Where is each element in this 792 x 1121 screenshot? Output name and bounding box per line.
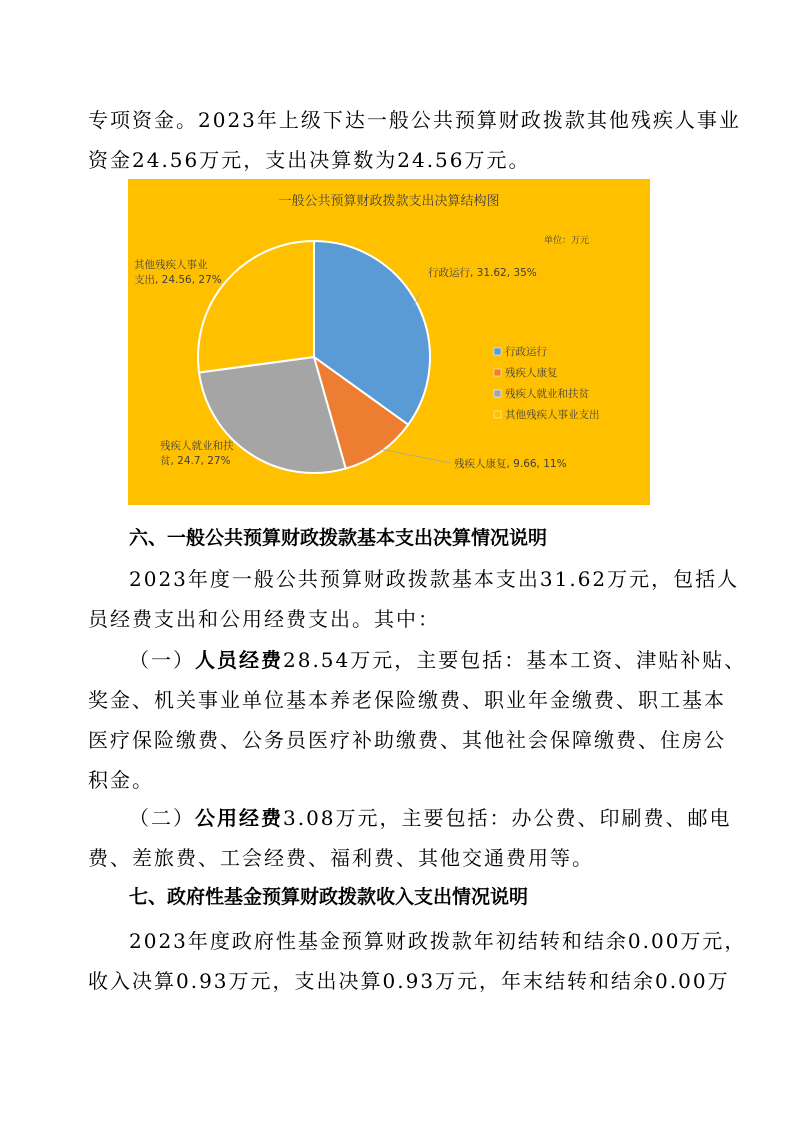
legend-swatch	[494, 348, 501, 355]
legend-swatch	[494, 369, 501, 376]
data-label: 残疾人康复, 9.66, 11%	[454, 458, 567, 470]
paragraph-line	[88, 806, 732, 830]
data-label: 行政运行, 31.62, 35%	[428, 267, 537, 279]
list-marker: （一）	[129, 648, 195, 672]
indented-text: 2023年度政府性基金预算财政拨款年初结转和结余0.00万元，	[129, 929, 747, 953]
data-label: 贫, 24.7, 27%	[160, 455, 231, 467]
legend-label: 残疾人就业和扶贫	[505, 388, 589, 400]
paragraph-line	[88, 567, 740, 591]
paragraph-line: 员经费支出和公用经费支出。其中：	[88, 607, 440, 631]
paragraph-line: 积金。	[88, 768, 154, 792]
personnel-label: 人员经费	[195, 648, 283, 672]
paragraph-line: 医疗保险缴费、公务员医疗补助缴费、其他社会保障缴费、住房公	[88, 728, 726, 752]
section-heading: 六、一般公共预算财政拨款基本支出决算情况说明	[129, 527, 548, 549]
list-marker: （二）	[129, 806, 195, 830]
data-label: 其他残疾人事业	[134, 259, 208, 271]
indented-text: 2023年度一般公共预算财政拨款基本支出31.62万元，包括人	[129, 567, 740, 591]
data-label: 支出, 24.56, 27%	[134, 274, 222, 286]
paragraph-line: 奖金、机关事业单位基本养老保险缴费、职业年金缴费、职工基本	[88, 688, 726, 712]
paragraph-line	[88, 929, 747, 953]
chart-title: 一般公共预算财政拨款支出决算结构图	[278, 194, 500, 209]
legend-label: 残疾人康复	[505, 367, 558, 379]
legend-label: 其他残疾人事业支出	[505, 409, 600, 421]
paragraph-line: 专项资金。2023年上级下达一般公共预算财政拨款其他残疾人事业	[88, 108, 741, 132]
paragraph-line: 资金24.56万元，支出决算数为24.56万元。	[88, 148, 531, 172]
leader-line	[378, 449, 450, 463]
paragraph-line: 收入决算0.93万元，支出决算0.93万元，年末结转和结余0.00万	[88, 969, 730, 993]
paragraph-line	[88, 648, 747, 672]
legend-swatch	[494, 411, 501, 418]
pie-slice	[198, 241, 314, 372]
chart-unit-label: 单位：万元	[544, 236, 590, 246]
pie-chart	[128, 179, 650, 505]
section-heading: 七、政府性基金预算财政拨款收入支出情况说明	[129, 886, 529, 908]
paragraph-text: 28.54万元，主要包括：基本工资、津贴补贴、	[283, 648, 747, 672]
data-label: 残疾人就业和扶	[160, 440, 234, 452]
paragraph-line: 费、差旅费、工会经费、福利费、其他交通费用等。	[88, 846, 594, 870]
paragraph-text: 3.08万元，主要包括：办公费、印刷费、邮电	[283, 806, 732, 830]
pie-chart-panel	[128, 179, 650, 505]
legend-swatch	[494, 390, 501, 397]
legend-label: 行政运行	[505, 346, 547, 358]
public-label: 公用经费	[195, 806, 283, 830]
